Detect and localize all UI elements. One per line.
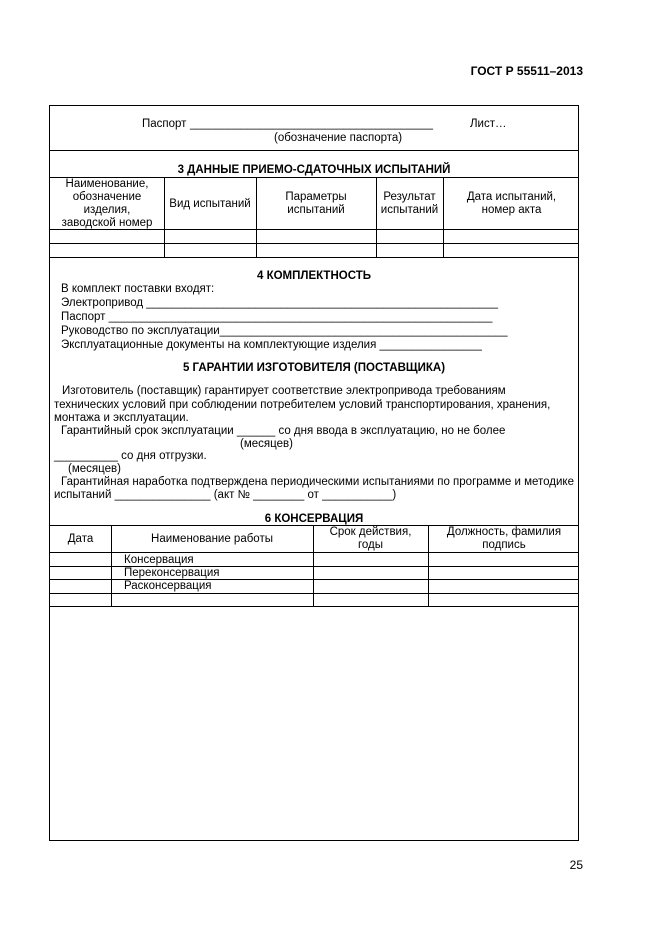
section5-paragraph3: Гарантийная наработка подтверждена периодическими испытаниями по программе и методике — [61, 476, 574, 488]
divider — [256, 177, 257, 257]
section3-title: 3 ДАННЫЕ ПРИЕМО-СДАТОЧНЫХ ИСПЫТАНИЙ — [177, 164, 451, 176]
table-row: Консервация — [124, 554, 194, 566]
table-row-divider — [50, 243, 578, 244]
section5-title: 5 ГАРАНТИИ ИЗГОТОВИТЕЛЯ (ПОСТАВЩИКА) — [182, 362, 446, 374]
divider — [443, 177, 444, 257]
table-row: Переконсервация — [124, 567, 220, 579]
col-test-type: Вид испытаний — [169, 197, 251, 210]
shipment-line: __________ со дня отгрузки. — [54, 450, 207, 462]
col-test-date: Дата испытаний, номер акта — [466, 191, 557, 216]
page-number: 25 — [569, 858, 583, 872]
col-test-result: Результат испытаний — [380, 191, 439, 216]
passport-blank: ______________________________________ — [190, 118, 434, 130]
standard-code: ГОСТ Р 55511–2013 — [470, 64, 583, 78]
passport-form-frame — [49, 105, 579, 841]
passport-label: Паспорт — [142, 118, 187, 130]
table-row: Расконсервация — [124, 580, 212, 592]
section6-title: 6 КОНСЕРВАЦИЯ — [264, 513, 364, 525]
table-row-divider — [50, 257, 578, 258]
col-item-name: Наименование, обозначение изделия, заводской номер — [61, 178, 153, 229]
months-caption: (месяцев) — [68, 463, 121, 475]
divider — [376, 177, 377, 257]
list-item: Эксплуатационные документы на комплектующие изделия ________________ — [61, 339, 482, 351]
divider — [164, 177, 165, 257]
warranty-line: Гарантийный срок эксплуатации ______ со дня ввода в эксплуатацию, но не более — [61, 425, 506, 437]
list-item: Паспорт ____________________________________________________________ — [61, 311, 493, 323]
table-row-divider — [50, 593, 578, 594]
col-validity: Срок действия, годы — [329, 526, 412, 551]
table-row-divider — [50, 229, 578, 230]
col-position: Должность, фамилия подпись — [446, 526, 562, 551]
section4-title: 4 КОМПЛЕКТНОСТЬ — [256, 270, 372, 282]
col-date: Дата — [67, 532, 94, 545]
section5-paragraph3-line2: испытаний _______________ (акт № ________ от ___________) — [54, 489, 397, 501]
section4-intro: В комплект поставки входят: — [61, 283, 215, 295]
table-row-divider — [50, 552, 578, 553]
col-work-name: Наименование работы — [151, 532, 273, 545]
list-item: Руководство по эксплуатации_____________________________________________ — [61, 325, 508, 337]
table-row-divider — [50, 606, 578, 607]
months-caption: (месяцев) — [240, 438, 293, 450]
list-item: Электропривод _______________________________________________________ — [61, 297, 499, 309]
passport-caption: (обозначение паспорта) — [274, 132, 403, 144]
section5-paragraph1: Изготовитель (поставщик) гарантирует соответствие электропривода требованиям технических условий при соблюдении потребителем условий транспортирования, хранения, монтажа и эксплуатации. — [54, 385, 551, 424]
divider — [50, 150, 578, 151]
col-test-params: Параметры испытаний — [285, 191, 347, 216]
sheet-label: Лист… — [470, 118, 507, 130]
